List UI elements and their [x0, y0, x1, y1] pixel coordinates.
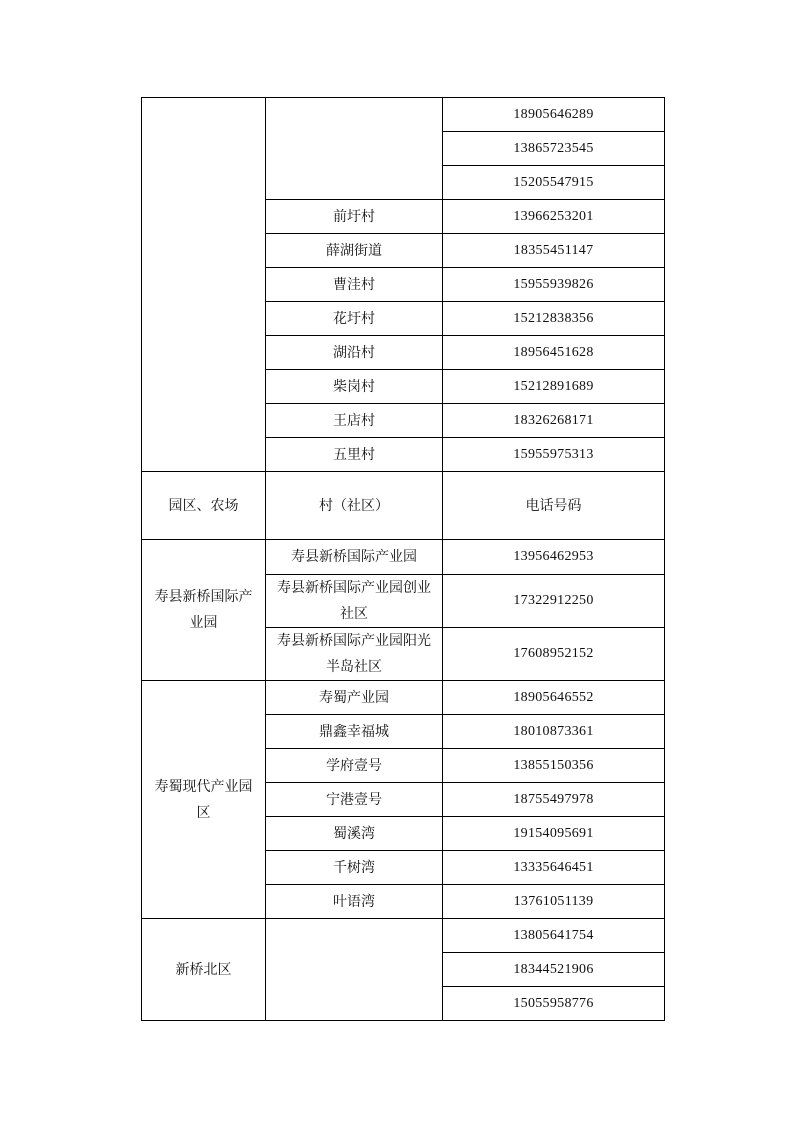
village-cell: 前圩村 — [266, 200, 443, 234]
phone-cell: 18344521906 — [443, 953, 665, 987]
phone-cell: 13855150356 — [443, 749, 665, 783]
header-village: 村（社区） — [266, 472, 443, 540]
phone-cell: 13761051139 — [443, 885, 665, 919]
table-row — [142, 919, 665, 953]
phone-cell: 15205547915 — [443, 166, 665, 200]
phone-cell: 15055958776 — [443, 987, 665, 1021]
phone-cell: 13805641754 — [443, 919, 665, 953]
phone-cell: 15212891689 — [443, 370, 665, 404]
table-row — [142, 681, 665, 715]
park-name-cell: 寿蜀现代产业园区 — [142, 681, 266, 919]
village-cell: 曹洼村 — [266, 268, 443, 302]
village-cell: 花圩村 — [266, 302, 443, 336]
phone-cell: 15955975313 — [443, 438, 665, 472]
village-cell: 千树湾 — [266, 851, 443, 885]
phone-cell: 13956462953 — [443, 540, 665, 575]
village-cell: 五里村 — [266, 438, 443, 472]
phone-cell: 18755497978 — [443, 783, 665, 817]
phone-cell: 13966253201 — [443, 200, 665, 234]
phone-cell: 18010873361 — [443, 715, 665, 749]
phone-cell: 15955939826 — [443, 268, 665, 302]
phone-cell: 18326268171 — [443, 404, 665, 438]
village-cell: 柴岗村 — [266, 370, 443, 404]
table-row — [142, 540, 665, 575]
village-cell: 寿蜀产业园 — [266, 681, 443, 715]
phone-cell: 18956451628 — [443, 336, 665, 370]
village-cell-empty — [266, 919, 443, 1021]
park-name-cell: 寿县新桥国际产业园 — [142, 540, 266, 681]
phone-cell: 17608952152 — [443, 628, 665, 681]
phone-cell: 19154095691 — [443, 817, 665, 851]
village-cell: 蜀溪湾 — [266, 817, 443, 851]
table-row — [142, 98, 665, 132]
contact-table — [141, 97, 665, 1021]
header-park: 园区、农场 — [142, 472, 266, 540]
village-cell: 湖沿村 — [266, 336, 443, 370]
village-cell: 王店村 — [266, 404, 443, 438]
park-name-cell: 新桥北区 — [142, 919, 266, 1021]
phone-cell: 18905646552 — [443, 681, 665, 715]
village-cell: 薛湖街道 — [266, 234, 443, 268]
village-cell: 寿县新桥国际产业园阳光半岛社区 — [266, 628, 443, 681]
village-cell: 叶语湾 — [266, 885, 443, 919]
phone-cell: 18905646289 — [443, 98, 665, 132]
phone-cell: 13865723545 — [443, 132, 665, 166]
village-cell-empty — [266, 98, 443, 200]
village-cell: 鼎鑫幸福城 — [266, 715, 443, 749]
village-cell: 寿县新桥国际产业园创业社区 — [266, 575, 443, 628]
phone-cell: 17322912250 — [443, 575, 665, 628]
header-phone: 电话号码 — [443, 472, 665, 540]
park-cell-empty — [142, 98, 266, 472]
phone-cell: 13335646451 — [443, 851, 665, 885]
header-row — [142, 472, 665, 540]
phone-cell: 18355451147 — [443, 234, 665, 268]
village-cell: 学府壹号 — [266, 749, 443, 783]
phone-cell: 15212838356 — [443, 302, 665, 336]
village-cell: 寿县新桥国际产业园 — [266, 540, 443, 575]
village-cell: 宁港壹号 — [266, 783, 443, 817]
